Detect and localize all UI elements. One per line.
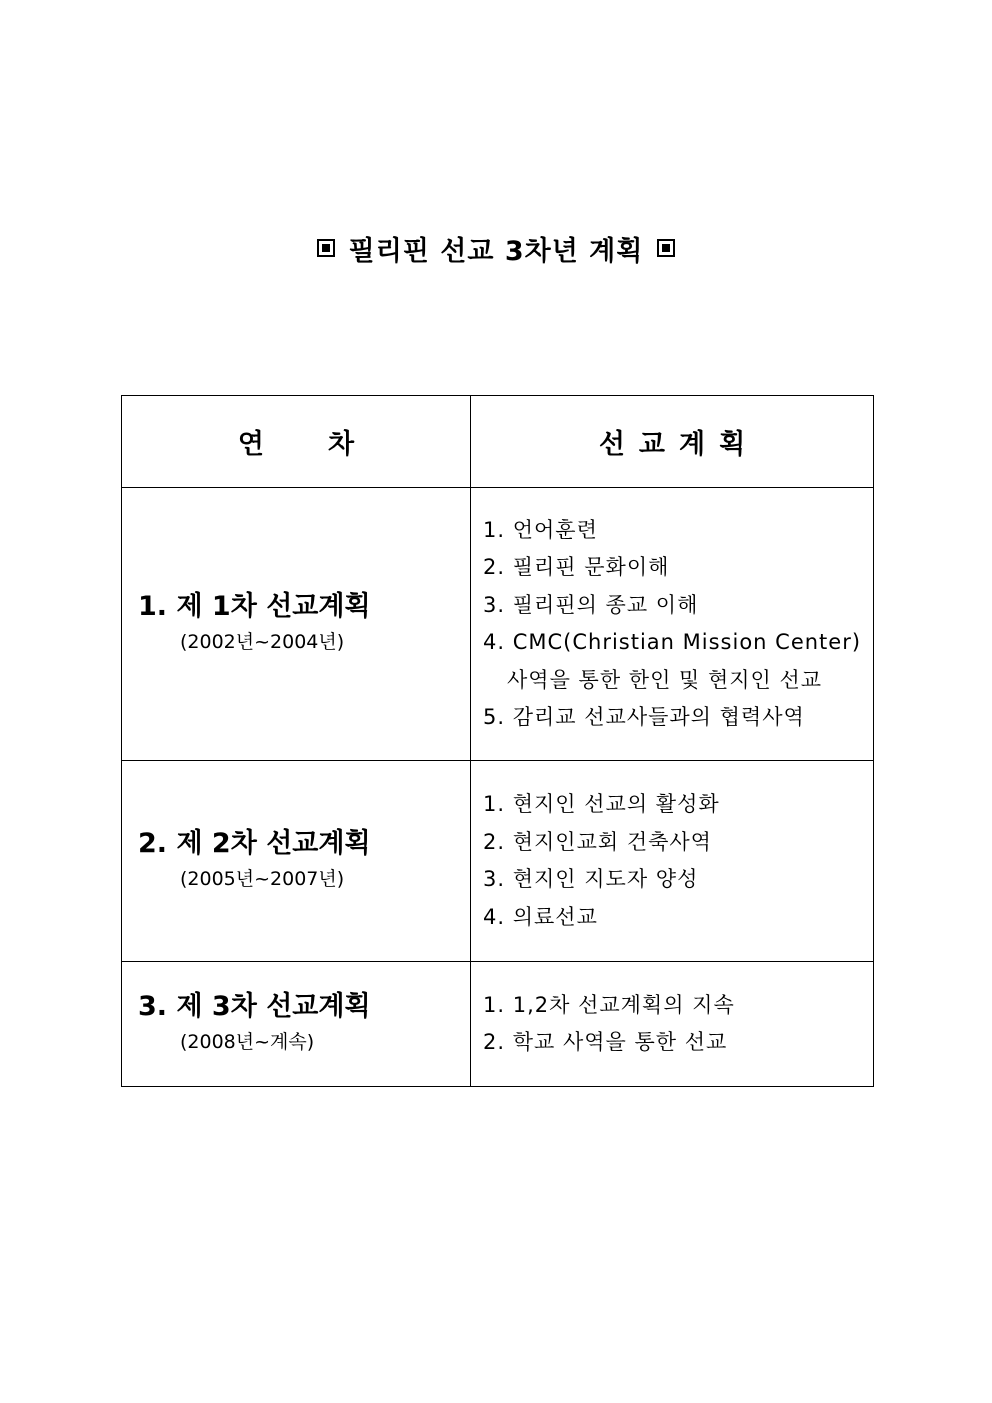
list-item: 2. 필리핀 문화이해 xyxy=(483,555,670,579)
list-item: 1. 1,2차 선교계획의 지속 xyxy=(483,992,735,1017)
phase-name: 3. 제 3차 선교계획 xyxy=(138,991,371,1022)
plan-cell xyxy=(471,761,874,962)
list-item: 1. 현지인 선교의 활성화 xyxy=(483,792,720,816)
list-item: 2. 학교 사역을 통한 선교 xyxy=(483,1030,728,1054)
header-year xyxy=(122,396,471,488)
list-item-continuation: 사역을 통한 한인 및 현지인 선교 xyxy=(507,667,823,692)
plan-list xyxy=(471,786,873,936)
square-bullet-icon xyxy=(657,239,675,257)
plan-list xyxy=(471,512,873,737)
plan-cell xyxy=(471,962,874,1087)
phase-period: (2005년~2007년) xyxy=(180,868,345,890)
square-bullet-icon xyxy=(317,239,335,257)
list-item: 4. 의료선교 xyxy=(483,904,598,929)
page-title-block xyxy=(0,226,992,270)
phase-period: (2008년~계속) xyxy=(180,1031,315,1053)
phase-cell xyxy=(122,761,471,962)
list-item: 2. 현지인교회 건축사역 xyxy=(483,829,712,854)
list-item: 1. 언어훈련 xyxy=(483,517,598,542)
header-plan: 선교계획 xyxy=(471,396,874,488)
table-row xyxy=(122,761,874,962)
phase-name: 2. 제 2차 선교계획 xyxy=(138,828,371,859)
page-title: 필리핀 선교 3차년 계획 xyxy=(348,235,644,267)
plan-cell xyxy=(471,488,874,761)
phase-cell xyxy=(122,488,471,761)
plan-list xyxy=(471,987,873,1062)
header-year-part2: 차 xyxy=(328,429,355,460)
phase-name: 1. 제 1차 선교계획 xyxy=(138,591,371,622)
mission-plan-table xyxy=(121,395,874,1087)
table-row xyxy=(122,488,874,761)
phase-period: (2002년~2004년) xyxy=(180,631,345,653)
list-item: 3. 필리핀의 종교 이해 xyxy=(483,592,699,617)
list-item: 5. 감리교 선교사들과의 협력사역 xyxy=(483,705,805,729)
table-header-row xyxy=(122,396,874,488)
header-year-part1: 연 xyxy=(237,429,264,460)
phase-cell xyxy=(122,962,471,1087)
list-item: 4. CMC(Christian Mission Center) xyxy=(483,630,862,654)
table-row xyxy=(122,962,874,1087)
list-item: 3. 현지인 지도자 양성 xyxy=(483,867,699,891)
